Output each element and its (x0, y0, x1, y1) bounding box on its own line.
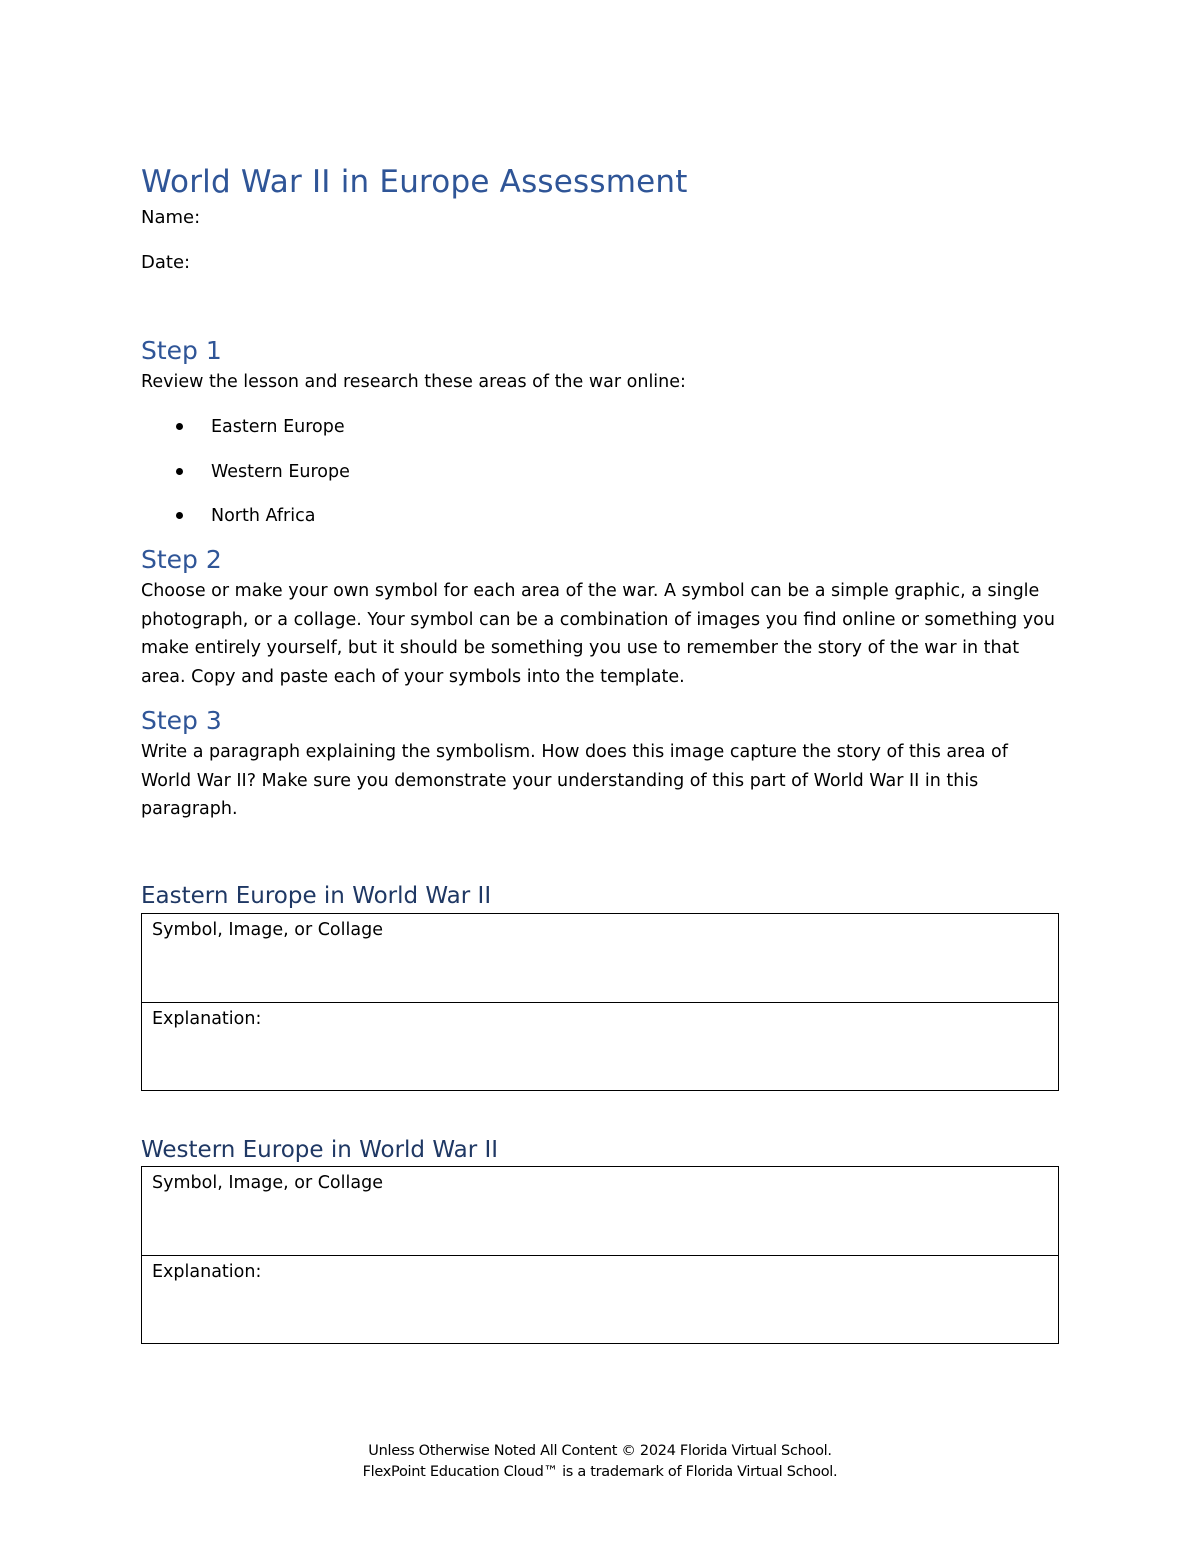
step-2-text: Choose or make your own symbol for each area of the war. A symbol can be a simple graphic, a single photograph, or a collage. Your symbol can be a combination of images you find online or something you make entirely yourself, but it should be something you use to remember the story of the war in that area. Copy and paste each of your symbols into the template. (141, 581, 1055, 687)
page-footer (0, 1441, 1200, 1483)
symbol-cell-label: Symbol, Image, or Collage (152, 920, 383, 940)
bullet-icon (176, 512, 183, 519)
list-item-label: Eastern Europe (211, 417, 345, 437)
list-item (141, 457, 741, 502)
symbol-cell[interactable] (142, 1167, 1058, 1255)
step-3-heading: Step 3 (141, 706, 222, 735)
step-1-text: Review the lesson and research these areas of the war online: (141, 372, 686, 392)
western-europe-template-table (141, 1166, 1059, 1344)
list-item (141, 412, 741, 457)
explanation-cell[interactable] (142, 1255, 1058, 1343)
name-field-label: Name: (141, 207, 201, 228)
explanation-cell[interactable] (142, 1002, 1058, 1090)
date-field-label: Date: (141, 252, 191, 273)
eastern-europe-heading: Eastern Europe in World War II (141, 883, 492, 909)
page-title: World War II in Europe Assessment (141, 164, 688, 200)
research-areas-list (141, 412, 741, 546)
step-3-text: Write a paragraph explaining the symbolism. How does this image capture the story of this area of World War II? Make sure you demonstrate your understanding of this part of World War II in this paragraph. (141, 742, 1008, 819)
trademark-notice: FlexPoint Education Cloud™ is a trademark of Florida Virtual School. (362, 1464, 838, 1480)
western-europe-heading: Western Europe in World War II (141, 1137, 499, 1163)
explanation-cell-label: Explanation: (152, 1009, 262, 1029)
list-item-label: Western Europe (211, 461, 350, 482)
explanation-cell-label: Explanation: (152, 1262, 262, 1282)
symbol-cell[interactable] (142, 914, 1058, 1002)
step-1-heading: Step 1 (141, 336, 222, 365)
bullet-icon (176, 468, 183, 475)
step-2-heading: Step 2 (141, 545, 222, 574)
list-item (141, 501, 741, 546)
list-item-label: North Africa (211, 506, 316, 526)
eastern-europe-template-table (141, 913, 1059, 1091)
symbol-cell-label: Symbol, Image, or Collage (152, 1173, 383, 1193)
copyright-notice: Unless Otherwise Noted All Content © 2024 Florida Virtual School. (368, 1443, 832, 1459)
bullet-icon (176, 423, 183, 430)
